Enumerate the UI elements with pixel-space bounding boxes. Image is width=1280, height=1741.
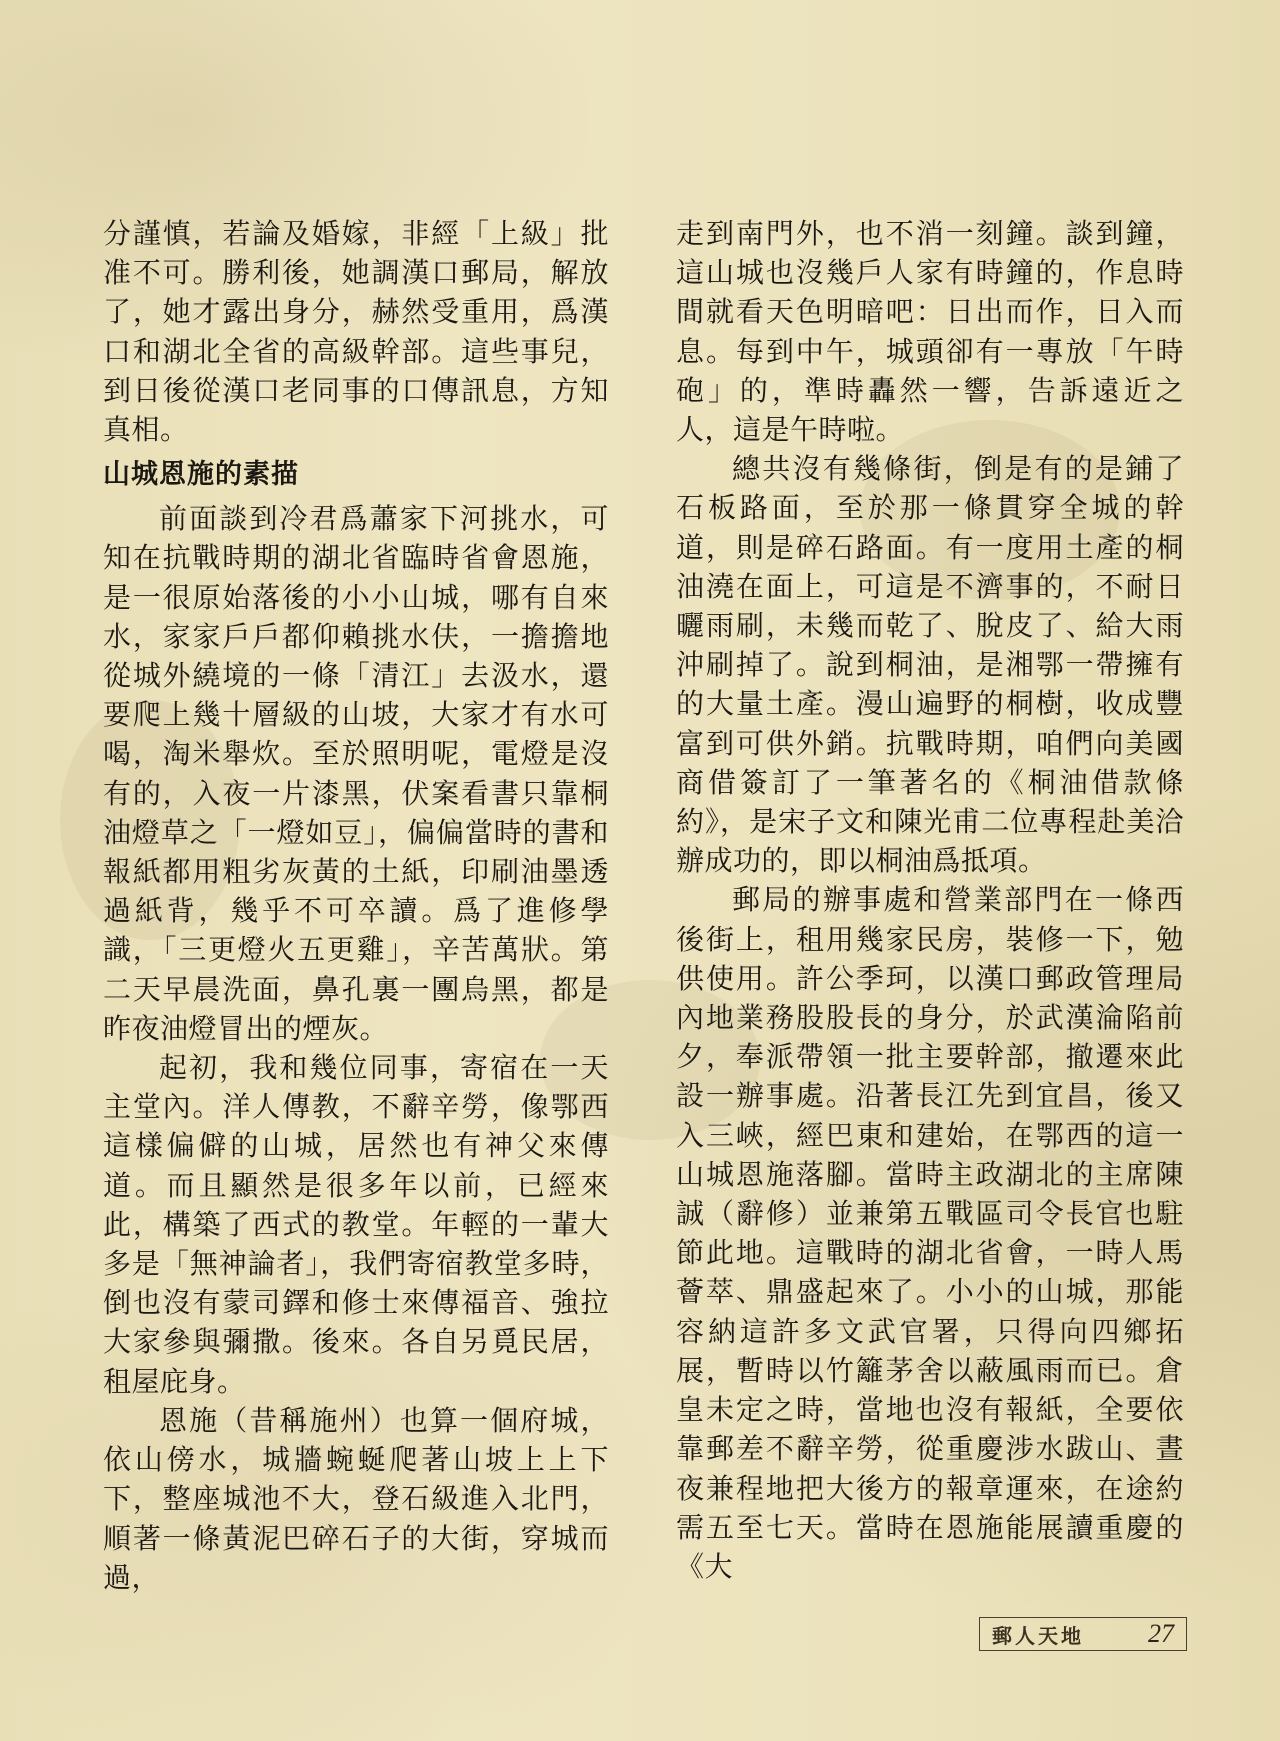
- paragraph: 走到南門外，也不消一刻鐘。談到鐘，這山城也沒幾戶人家有時鐘的，作息時間就看天色明暗吧：日出而作，日入而息。每到中午，城頭卻有一專放「午時砲」的，準時轟然一響，告訴遠近之人，這是午時啦。: [676, 217, 1184, 447]
- paragraph: 分謹慎，若論及婚嫁，非經「上級」批准不可。勝利後，她調漢口郵局，解放了，她才露出身分，赫然受重用，爲漢口和湖北全省的高級幹部。這些事兒，到日後從漢口老同事的口傳訊息，方知真相。: [103, 217, 609, 447]
- paragraph: 總共沒有幾條街，倒是有的是鋪了石板路面，至於那一條貫穿全城的幹道，則是碎石路面。有一度用土產的桐油澆在面上，可這是不濟事的，不耐日曬雨刷，未幾而乾了、脫皮了、給大雨沖刷掉了。說到桐油，是湘鄂一帶擁有的大量土產。漫山遍野的桐樹，收成豐富到可供外銷。抗戰時期，咱們向美國商借簽訂了一筆著名的《桐油借款條約》，是宋子文和陳光甫二位專程赴美洽辦成功的，即以桐油爲抵項。: [676, 452, 1184, 878]
- paragraph: 郵局的辦事處和營業部門在一條西後街上，租用幾家民房，裝修一下，勉供使用。許公季珂，以漢口郵政管理局內地業務股股長的身分，於武漢淪陷前夕，奉派帶領一批主要幹部，撤遷來此設一辦事處。沿著長江先到宜昌，後又入三峽，經巴東和建始，在鄂西的這一山城恩施落腳。當時主政湖北的主席陳誠（辭修）並兼第五戰區司令長官也駐節此地。這戰時的湖北省會，一時人馬薈萃、鼎盛起來了。小小的山城，那能容納這許多文武官署，只得向四鄉拓展，暫時以竹籬茅舍以蔽風雨而已。倉皇未定之時，當地也沒有報紙，全要依靠郵差不辭辛勞，從重慶涉水跋山、晝夜兼程地把大後方的報章運來，在途約需五至七天。當時在恩施能展讀重慶的《大: [676, 883, 1184, 1583]
- right-column: [676, 214, 1184, 1586]
- paragraph: 前面談到冷君爲蕭家下河挑水，可知在抗戰時期的湖北省臨時省會恩施，是一很原始落後的小小山城，哪有自來水，家家戶戶都仰賴挑水伕，一擔擔地從城外繞境的一條「清江」去汲水，還要爬上幾十層級的山坡，大家才有水可喝，淘米舉炊。至於照明呢，電燈是沒有的，入夜一片漆黑，伏案看書只靠桐油燈草之「一燈如豆」，偏偏當時的書和報紙都用粗劣灰黃的土紙，印刷油墨透過紙背，幾乎不可卒讀。爲了進修學識，「三更燈火五更雞」，辛苦萬狀。第二天早晨洗面，鼻孔裏一團烏黑，都是昨夜油燈冒出的煙灰。: [103, 502, 609, 1045]
- magazine-title: 郵人天地: [992, 1623, 1084, 1648]
- page-number: 27: [1148, 1619, 1174, 1648]
- paragraph: 恩施（昔稱施州）也算一個府城，依山傍水，城牆蜿蜒爬著山坡上上下下，整座城池不大，登石級進入北門，順著一條黃泥巴碎石子的大街，穿城而過，: [103, 1403, 609, 1594]
- section-heading: 山城恩施的素描: [103, 459, 299, 491]
- page-footer: [979, 1617, 1187, 1651]
- left-column: [103, 214, 609, 1597]
- paragraph: 起初，我和幾位同事，寄宿在一天主堂內。洋人傳教，不辭辛勞，像鄂西這樣偏僻的山城，居然也有神父來傳道。而且顯然是很多年以前，已經來此，構築了西式的教堂。年輕的一輩大多是「無神論者」，我們寄宿教堂多時，倒也沒有蒙司鐸和修士來傳福音、強拉大家參與彌撒。後來。各自另覓民居，租屋庇身。: [103, 1051, 609, 1398]
